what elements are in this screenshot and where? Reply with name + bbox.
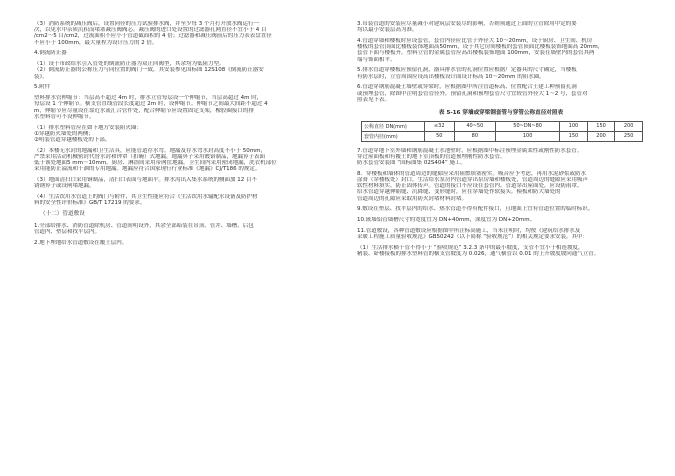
text-line: 2.地下埋地给水管道敷设在覆土层内。	[34, 239, 128, 246]
paragraph	[34, 21, 317, 46]
text-line: 11.管道敷设，各种管道敷设应根据图中所注标高施工，当未注明时，均按《建筑给水排水及	[357, 228, 581, 235]
table-cell: 100	[560, 121, 588, 131]
paragraph	[357, 245, 645, 257]
sleeve-diameter-table	[361, 121, 643, 142]
text-line: 套管下面与楼板齐。塑料立管的金属套管应高出楼板装饰地面 100mm，安装在墙壁内的套管其两	[357, 50, 595, 57]
text-line: 照表见下表。	[357, 96, 391, 103]
text-line: 不应小于 100mm，最大量程为设计压力的 2 倍。	[34, 39, 158, 46]
text-line: 采暖工程施工质量验收规范》GB50242（以下简称 “验收规范”）的相关规定要求安装，其中：	[357, 234, 588, 241]
text-line: 软性材料填实。防止固体传声。管道的接口不应设在套管内。管道穿出屋面处，应设防雨罩。	[357, 183, 583, 190]
paragraph	[357, 217, 645, 223]
text-line: 或预埋套管，除图中注明套管管径外，预留孔洞和预埋套管尺寸宜较管外径大 1～2 号，套管对	[357, 90, 588, 97]
text-line: （1）生活排水横干管不得小于 “验收规范” 3.2.3 条中的最小坡度，支管不宜小于相连坡度，	[357, 245, 584, 252]
text-line: 端与饰面相平。	[357, 56, 396, 63]
paragraph	[34, 177, 317, 189]
text-line: 均以最小安装层高为准。	[357, 27, 418, 34]
paragraph	[357, 171, 645, 202]
table-cell: 200	[587, 131, 615, 141]
text-line: ②明装管道穿越楼板处的下部。	[34, 137, 111, 144]
paragraph	[34, 240, 317, 246]
paragraph	[357, 38, 645, 63]
text-line: /cm2～5 目/cm2，过流面积不应小于管道截面积的 4 倍；过滤器和减压阀前后的压力表表盘直径	[34, 33, 272, 40]
table-row-label: 公称直径 DN(mm)	[362, 121, 425, 131]
text-line: ①穿越防火墙处的两侧；	[34, 130, 94, 137]
paragraph	[34, 125, 317, 144]
paragraph	[34, 50, 317, 56]
table-cell: 150	[560, 131, 588, 141]
paragraph	[34, 223, 317, 235]
right-column	[357, 21, 645, 262]
text-line: 7.管道穿地下室外墙和钢筋混凝土水池壁时，应根据图中标注预埋金属柔性或刚性防水套管。	[357, 147, 583, 154]
text-line: 6.管道穿钢筋混凝土墙壁或穿梁时，应根据图中所注管道标高、位置配合土建工种预留孔洞	[357, 84, 577, 91]
text-line: 精装、卧楼接板的排水塑料管的横支管坡度为 0.026，通气横管以 0.01 的上升坡度坡向通气立管。	[357, 251, 600, 258]
paragraph	[357, 84, 645, 103]
text-line: （1）设于市政给水引入管处的倒流防止器为双止回阀型，其余均为低阻力型。	[34, 61, 225, 68]
text-line: 10.嵌墙铝管墙槽尺寸的宽度宜为 DN+40mm，深度宜为 DN+20mm。	[357, 217, 536, 224]
table-row-label: 套管内径(mm)	[362, 131, 425, 141]
right-top-text	[357, 21, 645, 103]
table-row	[362, 121, 643, 131]
table-cell: 40~50	[454, 121, 496, 131]
right-bottom-text	[357, 148, 645, 258]
text-line: 有防水层时，立管周围应设高出楼板设计面设计标高 10～20mm 的阻水圈。	[357, 73, 545, 80]
paragraph	[357, 206, 645, 212]
text-line: 楼板的套管顶面比楼板装饰地面高50mm，设于其它房间楼板的套管顶面比楼板装饰地面高 20mm，	[357, 44, 604, 51]
left-top-text	[34, 21, 317, 207]
text-line: m，伸缩节应尽量设在靠近水流汇合管件处，配合伸缩节应设置固定支架，橡胶圈接口的排	[34, 107, 254, 114]
text-line: （2）倒流防止器的公称压力与同位置的阀门一致，其安装参见国标图 12S108《倒流防止器安	[34, 67, 264, 74]
paragraph	[34, 194, 317, 206]
text-line: （2）本楼无水封的地漏和卫生洁具，应能管道存水弯。地漏及存水弯水封高度不小于 50mm，	[34, 147, 266, 154]
text-line: 管道周边的孔隙应采取用防火封堵材料封堵。	[357, 195, 468, 202]
paragraph	[34, 61, 317, 80]
text-line: 严禁采用活动机械密封代替水封和钟罩（扣碗）式地漏。地漏箅子采用镀铬制品，地漏箅子表面	[34, 154, 266, 161]
paragraph	[357, 228, 645, 240]
text-line: 次，以免水中杂质沉积而堵塞减压阀阀芯。减压阀的进口处设置的过滤器孔网直径不宜小于 4 目	[34, 27, 267, 34]
paragraph	[34, 95, 317, 120]
text-line: 水塑料管可不设伸缩节。	[34, 113, 95, 120]
text-line: 4.倒流防止器	[34, 50, 67, 57]
text-line: （1）排水塑料管应在如下地方安装阻火圈：	[34, 124, 143, 131]
text-line: 9.敷设在垫层、找平层内的给水、热水管道不得有配件接口，且地面上宜有管道位置的临时标识。	[357, 206, 594, 213]
table-row	[362, 131, 643, 141]
table-title: 表 5-16 穿墙或穿梁钢套管与穿管公称直径对照表	[438, 109, 564, 116]
table-cell: 100	[496, 131, 560, 141]
text-line: 穿过屋面板和有覆土的地下室顶板的管道预埋刚性防水套管。	[357, 153, 506, 160]
text-line: 料的安全性评价标准》GB/T 17219 的要求。	[34, 200, 146, 207]
text-line: 给水管道穿越伸缩缝、沉降缝、变形缝时，应在穿墙处作软接头。模板和防大墙处的	[357, 189, 561, 196]
paragraph	[34, 148, 317, 173]
table-cell: ≤32	[425, 121, 455, 131]
paragraph	[357, 21, 645, 33]
section-heading: （十二）管道敷设	[40, 211, 85, 218]
table-cell: 50	[425, 131, 455, 141]
table-cell: 150	[587, 121, 615, 131]
text-line: 低于该处地面5 mm～10mm。厨房、淋浴间采用带网筐地漏。卫生间内采用密闭地漏，洗衣机部位	[34, 160, 277, 167]
text-line: 采用能防止溢流和干涸的专用地漏。地漏应符合国家现行行业标准《地漏》CJ/T186 的规定。	[34, 166, 261, 173]
text-line: 塑料排水管伸缩节：当层高不超过 4m 时，排水立管每层设一个伸缩节，当层高超过 4m 时，	[34, 95, 263, 102]
text-line: 涂膏（穿楼板处）封口，生活给水泵房内管道穿出泵房墙和楼板处，管道周边的缝隙应采用吸声	[357, 177, 589, 184]
text-line: 4.管道穿墙和楼板时应设套管，套管内径应比管子外径大 10～20mm，设于厨房、卫生间、机房	[357, 38, 593, 44]
paragraph	[34, 84, 317, 90]
table-cell: 250	[615, 131, 643, 141]
table-cell: 50~DN~80	[496, 121, 560, 131]
text-line: 1.全部给排水、消防管道除机房、管道间明设外，其余全部暗装在吊顶、管井、墙槽、后包	[34, 222, 254, 229]
text-line: （3）地面清扫口采用铜制品，清扫口表面与地面平。排水沟出入集水系统的侧面加 12 目不	[34, 177, 257, 184]
text-line: 5.排水管道穿楼板应预留孔洞，器具排水管的孔洞位置应根据厂定器具的尺寸确定，当楼板	[357, 67, 577, 74]
table-cell: 80	[454, 131, 496, 141]
text-line: 锈钢箅子或设闸堵地漏。	[34, 183, 95, 190]
text-line: 8．穿楼板和墙体的管道周边的缝隙应采用阻燃填塞密实。吸音应予考虑，再用水泥砂浆或防水	[357, 170, 587, 177]
paragraph	[357, 67, 645, 79]
text-line: 3.吊装管道的安装应尽量减小对建筑层安装尽的影响，否则须通过上面的立管除用中定的要	[357, 21, 577, 27]
text-line: 每层设 1 个伸缩节。横支管直线管段长度超过 2m 时，设伸缩节。伸缩节之间最大间距不超过 4	[34, 101, 268, 108]
text-line: （4）生活饮用水管道上的阀门与附件，其卫生性能应符合《生活饮用水输配水设备及防护材	[34, 194, 258, 201]
text-line: 管道内、垫层和找平层内。	[34, 229, 101, 236]
text-line: 5.附件	[34, 84, 51, 91]
left-bottom-text	[34, 223, 317, 246]
table-cell: 200	[615, 121, 643, 131]
text-line: 装》。	[34, 73, 48, 80]
paragraph	[357, 148, 645, 167]
left-column	[34, 21, 317, 251]
text-line: 防水套管安装图 “国标图集 02S404” 施工。	[357, 160, 466, 167]
text-line: （3）消防系统的减压阀后，设置同径的压力试验排水阀，并至少每 3 个月打开放水阀运行一	[34, 21, 259, 27]
